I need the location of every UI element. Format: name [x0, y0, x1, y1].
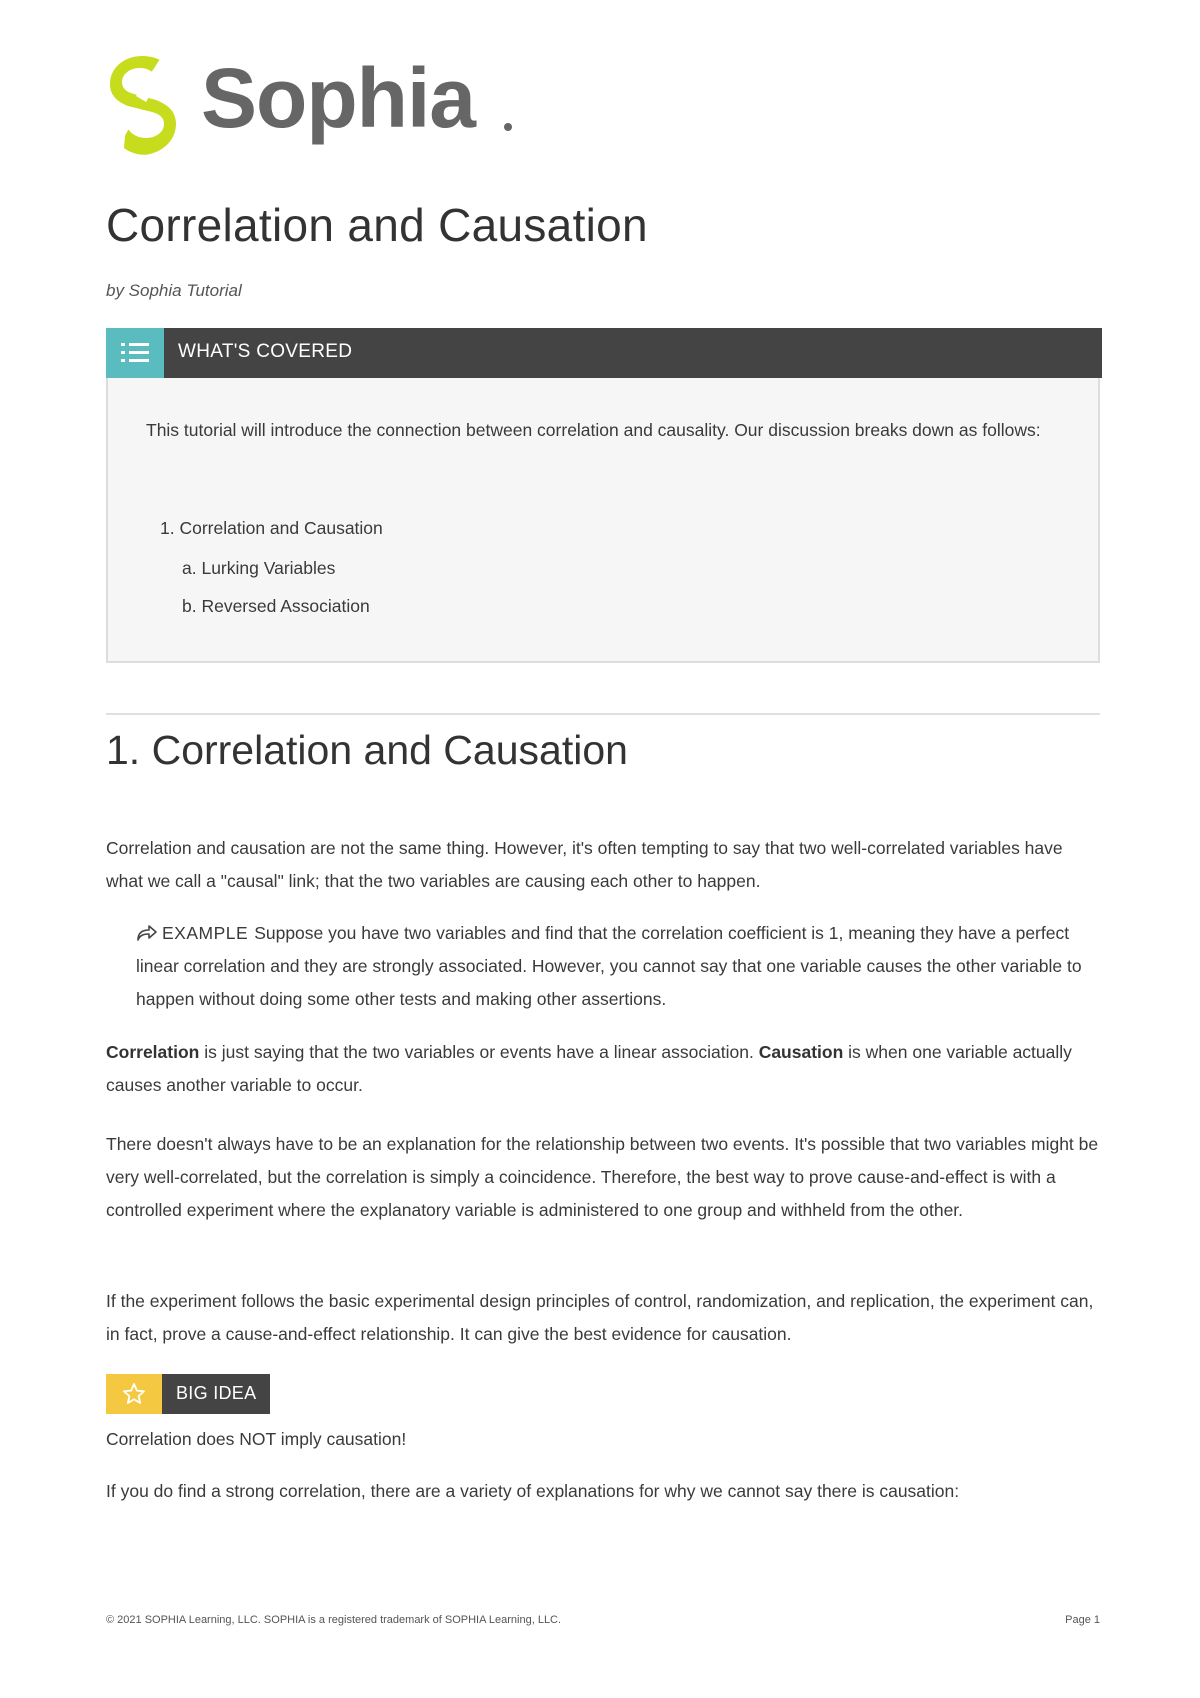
section-heading: 1. Correlation and Causation — [106, 727, 628, 773]
star-icon — [122, 1382, 146, 1406]
big-idea-label: BIG IDEA — [176, 1383, 257, 1403]
outline-item-1a: a. Lurking Variables — [182, 558, 336, 578]
whats-covered-box — [106, 328, 1100, 663]
paragraph-experiment: If the experiment follows the basic experimental design principles of control, randomization, and replication, the experiment can, in fact, prove a cause-and-effect relationship. It can give the best evidence for causation. — [106, 1291, 1094, 1344]
outline-item-1: 1. Correlation and Causation — [160, 518, 383, 538]
sophia-mark-icon — [106, 52, 178, 156]
sophia-wordmark: Sophia — [201, 51, 476, 145]
big-idea-badge — [106, 1374, 270, 1414]
definition-correlation: is just saying that the two variables or events have a linear association. — [199, 1042, 759, 1062]
definition-causation: is when one variable actually causes another variable to occur. — [106, 1042, 1072, 1095]
paragraph-definitions — [106, 1036, 1100, 1102]
paragraph-intro: Correlation and causation are not the same thing. However, it's often tempting to say that two well-correlated variables have what we call a "causal" link; that the two variables are causing each other to happen. — [106, 838, 1063, 891]
whats-covered-icon-box — [106, 328, 164, 378]
list-icon — [121, 341, 149, 365]
outline-item-1b: b. Reversed Association — [182, 596, 370, 616]
footer-page-number: Page 1 — [1065, 1614, 1100, 1626]
example-label: EXAMPLE — [162, 923, 249, 943]
byline: by Sophia Tutorial — [106, 281, 242, 300]
share-arrow-icon — [136, 924, 158, 942]
example-callout — [136, 917, 1100, 1016]
big-idea-text: Correlation does NOT imply causation! — [106, 1429, 407, 1449]
big-idea-icon-box — [106, 1374, 162, 1414]
footer-copyright: © 2021 SOPHIA Learning, LLC. SOPHIA is a registered trademark of SOPHIA Learning, LLC. — [106, 1614, 562, 1626]
sophia-logo — [106, 52, 526, 162]
term-correlation: Correlation — [106, 1042, 200, 1062]
section-divider — [106, 713, 1100, 715]
logo-dot — [504, 123, 512, 131]
paragraph-coincidence: There doesn't always have to be an explanation for the relationship between two events. It's possible that two variables might be very well-correlated, but the correlation is simply a coincidence. Therefore, the best way to prove cause-and-effect is with a controlled experiment where the explanatory variable is administered to one group and withheld from the other. — [106, 1134, 1099, 1220]
paragraph-explanations: If you do find a strong correlation, there are a variety of explanations for why we cannot say there is causation: — [106, 1481, 960, 1501]
whats-covered-intro: This tutorial will introduce the connection between correlation and causality. Our discussion breaks down as follows: — [146, 420, 1041, 440]
term-causation: Causation — [758, 1042, 844, 1062]
whats-covered-label: WHAT'S COVERED — [178, 341, 353, 362]
whats-covered-header — [106, 328, 1102, 378]
example-text: Suppose you have two variables and find that the correlation coefficient is 1, meaning they have a perfect linear correlation and they are strongly associated. However, you cannot say that one variable causes the other variable to happen without doing some other tests and making other assertions. — [136, 923, 1082, 1009]
page-title: Correlation and Causation — [106, 199, 648, 251]
